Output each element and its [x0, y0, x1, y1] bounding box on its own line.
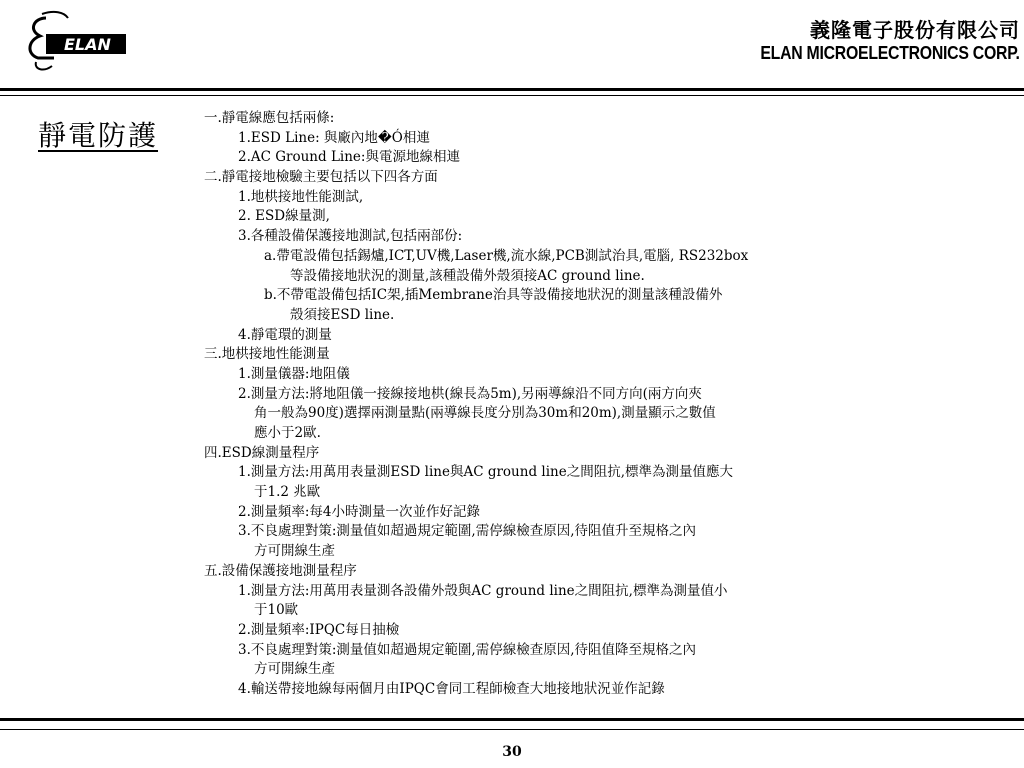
content-line: 一.靜電線應包括兩條: — [204, 110, 335, 126]
content-line: a.帶電設備包括錫爐,ICT,UV機,Laser機,流水線,PCB測試治具,電腦, RS232box — [264, 247, 749, 264]
header-rule-thin — [0, 95, 1024, 96]
content-body — [204, 109, 964, 700]
page-title: 靜電防護 — [38, 119, 159, 152]
content-line: 五.設備保護接地測量程序 — [204, 562, 357, 579]
content-line: 等設備接地狀況的測量,該種設備外殼須接AC ground line. — [290, 267, 645, 284]
company-name — [725, 18, 1020, 64]
content-line: 3.不良處理對策:測量值如超過規定範圍,需停線檢查原因,待阻值降至規格之內 — [238, 641, 697, 658]
content-line: 二.靜電接地檢驗主要包括以下四各方面 — [204, 169, 438, 186]
content-line: 殼須接ESD line. — [290, 306, 395, 323]
content-line: 4.輸送帶接地線每兩個月由IPQC會同工程師檢查大地接地狀況並作記錄 — [238, 680, 665, 697]
content-line: 2.測量頻率:每4小時測量一次並作好記錄 — [238, 503, 481, 520]
content-line: 2. ESD線量測, — [238, 208, 330, 225]
company-name-chinese: 義隆電子股份有限公司 — [810, 18, 1020, 42]
content-line: 于10歐 — [254, 602, 299, 619]
footer-rule-thin — [0, 729, 1024, 730]
content-line: 1.測量儀器:地阻儀 — [238, 365, 350, 382]
content-line: 方可開線生產 — [254, 661, 335, 678]
content-line: 1.測量方法:用萬用表量測各設備外殼與AC ground line之間阻抗,標準為測量值小 — [238, 582, 728, 599]
footer-rule — [0, 718, 1024, 721]
content-line: 2.AC Ground Line:與電源地線相連 — [238, 149, 460, 166]
content-line: 4.靜電環的測量 — [238, 326, 332, 343]
content-line: 于1.2 兆歐 — [254, 484, 321, 501]
content-line: 四.ESD線測量程序 — [204, 444, 320, 461]
content-line: 角一般為90度)選擇兩測量點(兩導線長度分別為30m和20m),測量顯示之數值 — [254, 405, 716, 422]
company-name-english: ELAN MICROELECTRONICS CORP. — [760, 43, 1020, 63]
page-number: 30 — [502, 744, 522, 760]
content-line: 3.不良處理對策:測量值如超過規定範圍,需停線檢查原因,待阻值升至規格之內 — [238, 523, 697, 540]
content-line: 3.各種設備保護接地測試,包括兩部份: — [238, 228, 463, 245]
content-line: 2.測量方法:將地阻儀一接線接地栱(線長為5m),另兩導線沿不同方向(兩方向夾 — [238, 385, 702, 402]
content-line: 1.地栱接地性能測試, — [238, 188, 364, 205]
content-line: 1.測量方法:用萬用表量測ESD line與AC ground line之間阻抗,標準為測量值應大 — [238, 464, 733, 481]
svg-text:ELAN: ELAN — [64, 35, 111, 54]
content-line: 應小于2歐. — [254, 425, 321, 441]
content-line: 三.地栱接地性能測量 — [204, 346, 330, 363]
elan-logo — [24, 10, 136, 74]
header-rule — [0, 88, 1024, 91]
content-line: 方可開線生產 — [254, 543, 335, 560]
content-line: 2.測量頻率:IPQC每日抽檢 — [238, 621, 400, 638]
content-line: 1.ESD Line: 與廠內地�Ó相連 — [238, 129, 430, 146]
content-line: b.不帶電設備包括IC架,插Membrane治具等設備接地狀況的測量該種設備外 — [264, 287, 723, 304]
